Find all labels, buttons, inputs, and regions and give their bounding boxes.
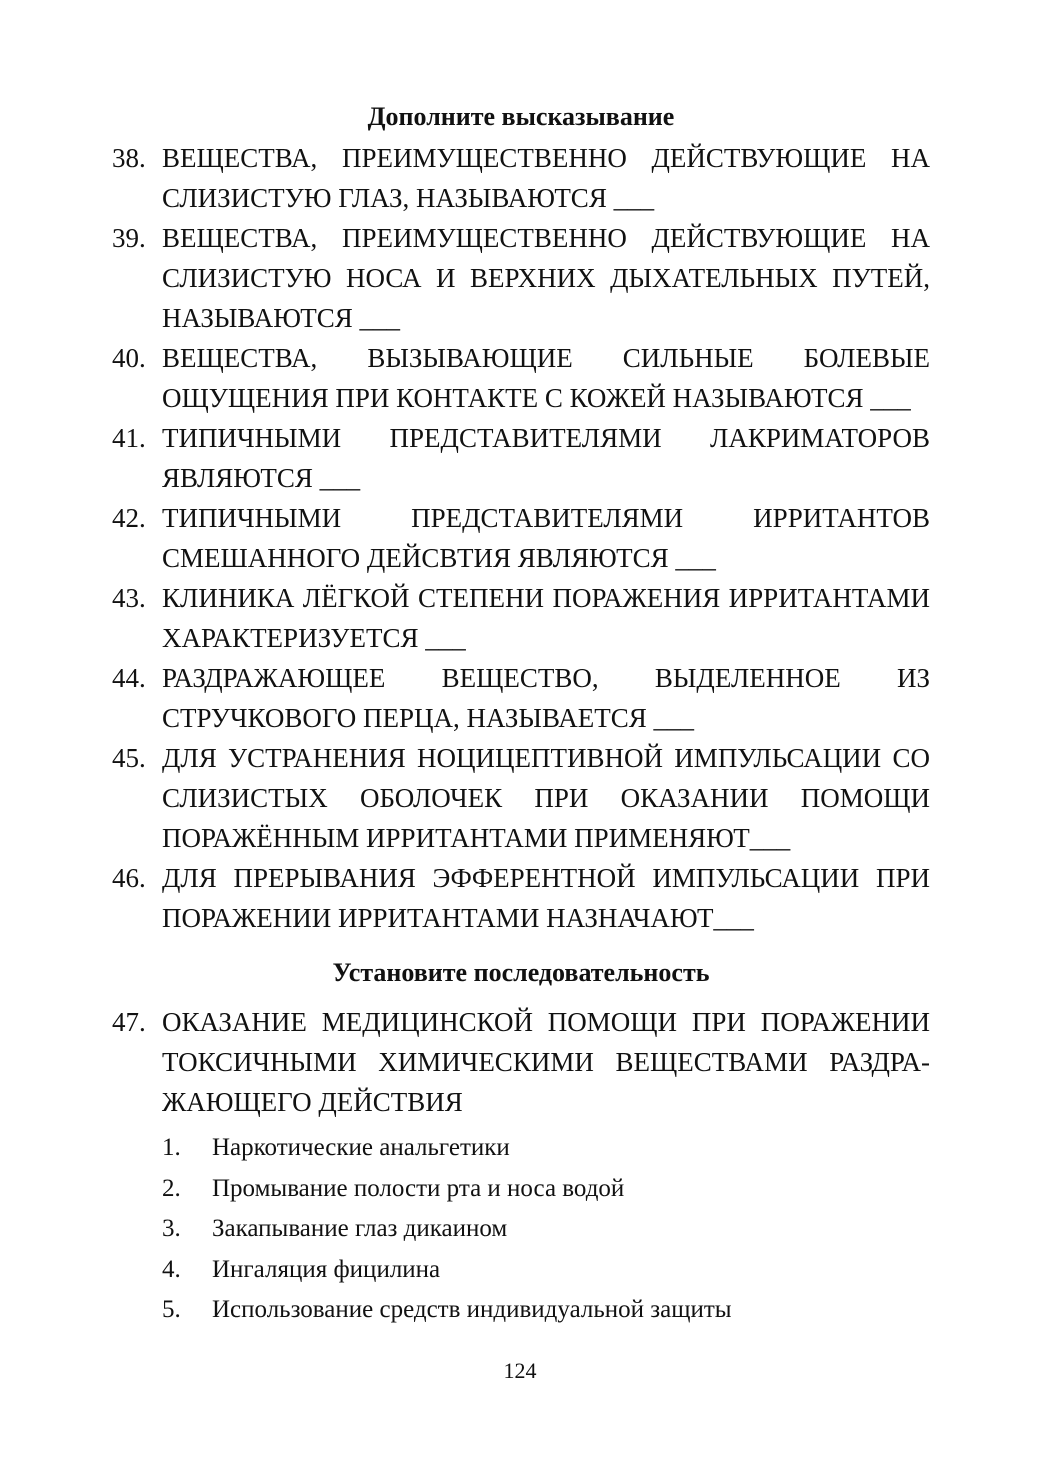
- question-text: ВЕЩЕСТВА, ПРЕИМУЩЕСТВЕННО ДЕЙСТВУЮЩИЕ НА СЛИЗИСТУЮ НОСА И ВЕРХНИХ ДЫХАТЕЛЬНЫХ ПУТЕЙ, НАЗЫВАЮТСЯ ___: [162, 223, 930, 333]
- question-text: ВЕЩЕСТВА, ПРЕИМУЩЕСТВЕННО ДЕЙСТВУЮЩИЕ НА СЛИЗИСТУЮ ГЛАЗ, НАЗЫВАЮТСЯ ___: [162, 143, 930, 213]
- section-heading-set-sequence: Установите последовательность: [332, 958, 710, 987]
- answer-option-text: Промывание полости рта и носа водой: [212, 1174, 625, 1202]
- answer-option-text: Ингаляция фицилина: [212, 1255, 441, 1283]
- answer-option: [112, 1169, 930, 1210]
- question-39: [112, 218, 930, 338]
- question-number: 38.: [112, 143, 146, 173]
- question-number: 43.: [112, 583, 146, 613]
- question-text: ТИПИЧНЫМИ ПРЕДСТАВИТЕЛЯМИ ИРРИТАНТОВ СМЕШАННОГО ДЕЙСВТИЯ ЯВЛЯЮТСЯ ___: [162, 503, 930, 573]
- question-number: 47.: [112, 1007, 146, 1037]
- answer-option-text: Закапывание глаз дикаином: [212, 1215, 508, 1242]
- question-number: 44.: [112, 663, 146, 693]
- question-47: [112, 1002, 930, 1122]
- answer-option-number: 1.: [162, 1134, 181, 1161]
- document-page: [112, 100, 930, 1331]
- page-number: 124: [503, 1358, 537, 1383]
- question-number: 41.: [112, 423, 146, 453]
- question-text: КЛИНИКА ЛЁГКОЙ СТЕПЕНИ ПОРАЖЕНИЯ ИРРИТАНТАМИ ХАРАКТЕРИЗУЕТСЯ ___: [162, 583, 930, 653]
- section-heading-complete-statement: Дополните высказывание: [367, 102, 675, 131]
- answer-option: [112, 1128, 930, 1169]
- question-number: 40.: [112, 343, 146, 373]
- question-text: ОКАЗАНИЕ МЕДИЦИНСКОЙ ПОМОЩИ ПРИ ПОРАЖЕНИИ ТОКСИЧНЫМИ ХИМИЧЕСКИМИ ВЕЩЕСТВАМИ РАЗДРАЖАЮЩЕГО ДЕЙСТВИЯ: [162, 1007, 930, 1117]
- answer-options-list: [112, 1128, 930, 1331]
- question-46: [112, 858, 930, 938]
- question-text: ТИПИЧНЫМИ ПРЕДСТАВИТЕЛЯМИ ЛАКРИМАТОРОВ ЯВЛЯЮТСЯ ___: [162, 423, 930, 493]
- answer-option-text: Использование средств индивидуальной защиты: [212, 1296, 732, 1323]
- answer-option-text: Наркотические анальгетики: [212, 1134, 510, 1161]
- question-text: РАЗДРАЖАЮЩЕЕ ВЕЩЕСТВО, ВЫДЕЛЕННОЕ ИЗ СТРУЧКОВОГО ПЕРЦА, НАЗЫВАЕТСЯ ___: [162, 663, 930, 733]
- answer-option-number: 5.: [162, 1296, 181, 1323]
- question-text: ДЛЯ УСТРАНЕНИЯ НОЦИЦЕПТИВНОЙ ИМПУЛЬСАЦИИ СО СЛИЗИСТЫХ ОБОЛОЧЕК ПРИ ОКАЗАНИИ ПОМОЩИ ПОРАЖЁННЫМ ИРРИТАНТАМИ ПРИМЕНЯЮТ___: [162, 743, 930, 853]
- question-text: ВЕЩЕСТВА, ВЫЗЫВАЮЩИЕ СИЛЬНЫЕ БОЛЕВЫЕ ОЩУЩЕНИЯ ПРИ КОНТАКТЕ С КОЖЕЙ НАЗЫВАЮТСЯ ___: [162, 343, 930, 413]
- answer-option-number: 3.: [162, 1215, 181, 1242]
- answer-option: [112, 1209, 930, 1250]
- question-number: 45.: [112, 743, 146, 773]
- question-43: [112, 578, 930, 658]
- answer-option: [112, 1290, 930, 1331]
- answer-option-number: 2.: [162, 1174, 181, 1202]
- question-40: [112, 338, 930, 418]
- question-number: 42.: [112, 503, 146, 533]
- answer-option-number: 4.: [162, 1255, 181, 1283]
- question-38: [112, 138, 930, 218]
- question-42: [112, 498, 930, 578]
- question-44: [112, 658, 930, 738]
- question-text: ДЛЯ ПРЕРЫВАНИЯ ЭФФЕРЕНТНОЙ ИМПУЛЬСАЦИИ ПРИ ПОРАЖЕНИИ ИРРИТАНТАМИ НАЗНАЧАЮТ___: [162, 863, 930, 933]
- question-41: [112, 418, 930, 498]
- question-45: [112, 738, 930, 858]
- answer-option: [112, 1250, 930, 1291]
- question-number: 46.: [112, 863, 146, 893]
- question-number: 39.: [112, 223, 146, 253]
